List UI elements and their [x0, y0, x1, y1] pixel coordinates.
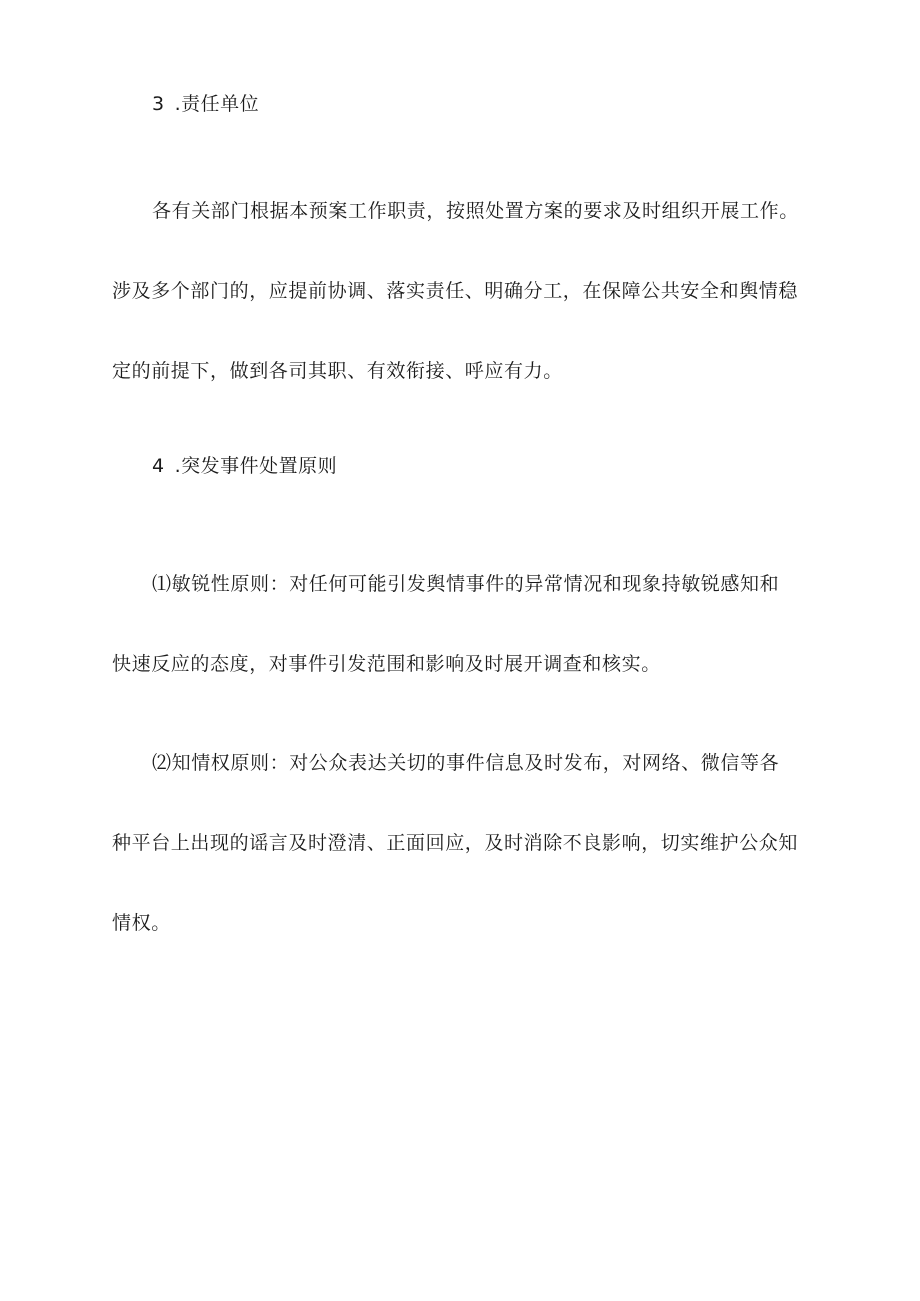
paragraph-line: ⑵知情权原则：对公众表达关切的事件信息及时发布，对网络、微信等各 [152, 752, 780, 774]
paragraph-responsibility [112, 199, 812, 383]
paragraph-line: 定的前提下，做到各司其职、有效衔接、呼应有力。 [112, 360, 563, 382]
section-number: 4 [152, 455, 165, 477]
section-title: .责任单位 [174, 93, 260, 115]
paragraph-line: 涉及多个部门的，应提前协调、落实责任、明确分工，在保障公共安全和舆情稳 [112, 280, 799, 302]
paragraph-line: 情权。 [112, 912, 171, 934]
section-title: .突发事件处置原则 [174, 455, 338, 477]
paragraph-sensitivity-principle [112, 572, 812, 676]
paragraph-line: 种平台上出现的谣言及时澄清、正面回应，及时消除不良影响，切实维护公众知 [112, 832, 799, 854]
paragraph-line: ⑴敏锐性原则：对任何可能引发舆情事件的异常情况和现象持敏锐感知和 [152, 573, 780, 595]
section-number: 3 [152, 93, 165, 115]
paragraph-line: 快速反应的态度，对事件引发范围和影响及时展开调查和核实。 [112, 653, 661, 675]
section-heading-3 [152, 92, 259, 116]
paragraph-right-to-know-principle [112, 751, 812, 935]
paragraph-line: 各有关部门根据本预案工作职责，按照处置方案的要求及时组织开展工作。 [152, 200, 799, 222]
section-heading-4 [152, 454, 337, 478]
